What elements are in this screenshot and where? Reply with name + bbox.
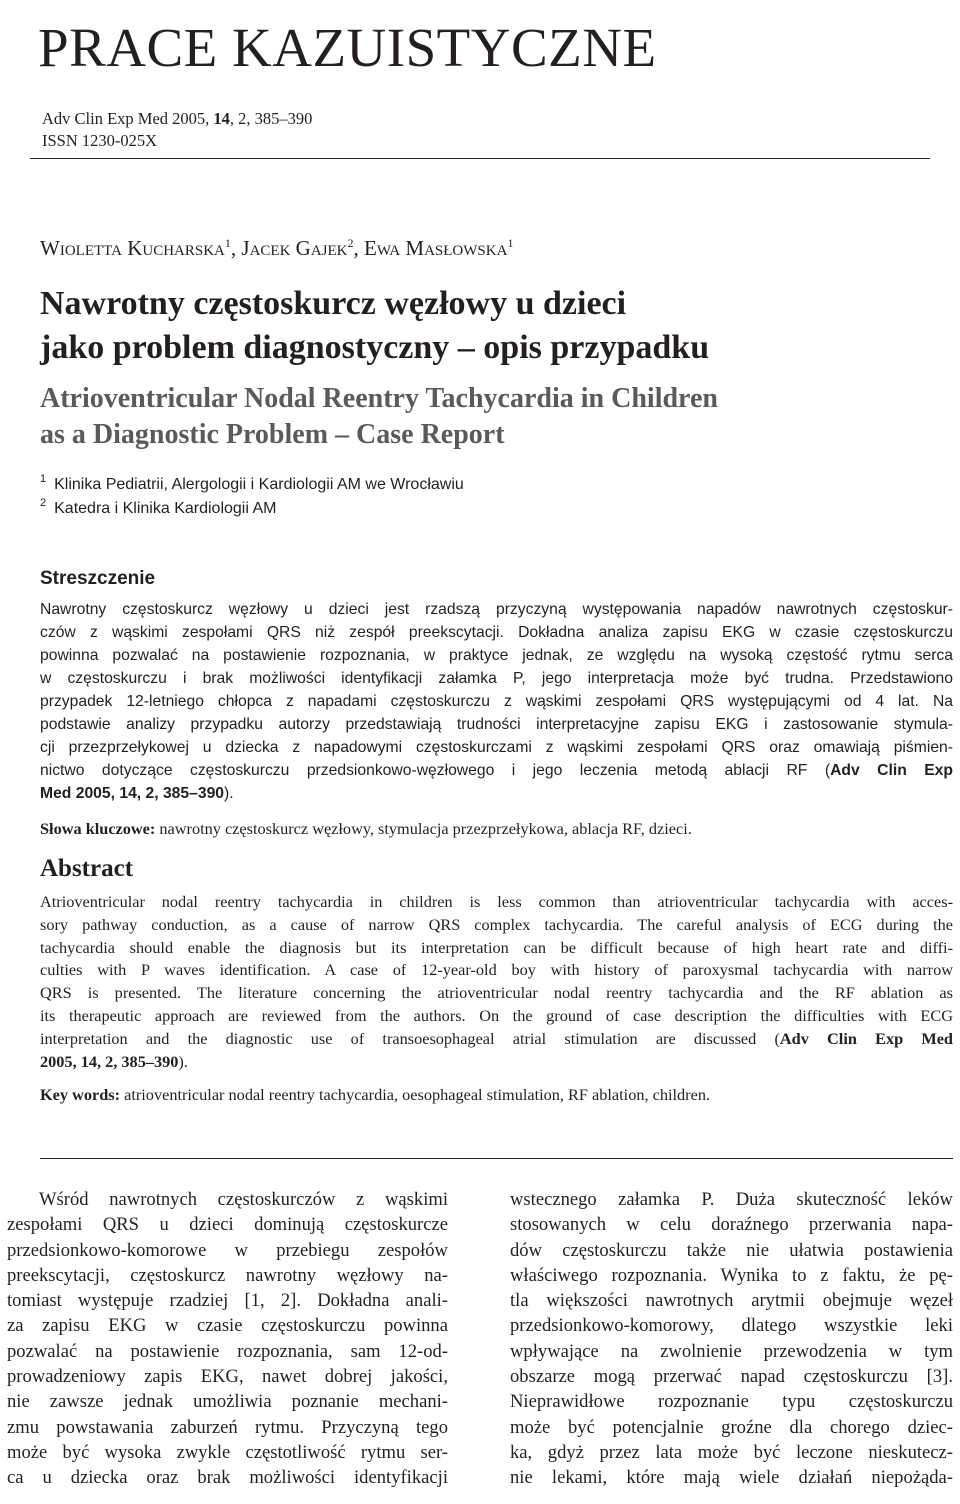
body-line: zmu powstawania zaburzeń rytmu. Przyczyną tego [7, 1416, 448, 1438]
text-line: przypadek 12-letniego chłopca z napadami częstoskurczu z wąskimi zespołami QRS występującymi od 4 lat. Na [40, 693, 953, 710]
header-rule [30, 158, 930, 159]
author: JACEK GAJEK$^2$ [241, 236, 354, 260]
body-line: ca u dziecka oraz brak możliwości identyfikacji [7, 1467, 448, 1489]
authors: WIOLETTA KUCHARSKA$^1$, JACEK GAJEK$^2$, EWA MASŁOWSKA$^1$ [40, 236, 514, 260]
title-english-line: Atrioventricular Nodal Reentry Tachycardia in Children [40, 383, 718, 414]
slowa-kluczowe: Słowa kluczowe: nawrotny częstoskurcz węzłowy, stymulacja przezprzełykowa, ablacja RF, dzieci. [40, 819, 692, 838]
citation-volume: 14 [213, 109, 230, 128]
body-line: przedsionkowo-komorowy, dlatego wszystkie leki [510, 1315, 953, 1337]
body-line: za zapisu EKG w czasie częstoskurczu powinna [7, 1315, 448, 1337]
citation-journal: Adv Clin Exp Med 2005, [42, 109, 210, 128]
text-line: czów z wąskimi zespołami QRS niż zespół preekscytacji. Dokładna analiza zapisu EKG w czasie częstoskurczu [40, 624, 953, 641]
title-polish [40, 282, 709, 370]
journal-citation [42, 108, 312, 130]
body-line: przedsionkowo-komorowe w przebiegu zespołów [7, 1239, 448, 1261]
text-line: tachycardia should enable the diagnosis but its interpretation can be difficult because of high heart rate and diffi- [40, 937, 953, 957]
body-line: nie zawsze jednak umożliwia poznanie mechani- [7, 1391, 448, 1413]
title-polish-line: Nawrotny częstoskurcz węzłowy u dzieci [40, 285, 627, 322]
text-line: sory pathway conduction, as a cause of narrow QRS complex tachycardia. The careful analysis of ECG during the [40, 914, 953, 934]
title-english [40, 381, 718, 453]
body-line: prowadzeniowy zapis EKG, nawet dobrej jakości, [7, 1366, 448, 1388]
text-line: podstawie analizy przypadku autorzy przedstawiają trudności interpretacyjne zapisu EKG i zastosowanie stymula- [40, 716, 953, 733]
streszczenie-text [40, 598, 953, 805]
body-line: stosowanych w celu doraźnego przerwania napa- [510, 1214, 953, 1236]
text-line: interpretation and the diagnostic use of transoesophageal atrial stimulation are discussed (Adv Clin Exp Med [40, 1028, 953, 1048]
author: EWA MASŁOWSKA$^1$ [364, 236, 514, 260]
text-line: its therapeutic approach are reviewed from the authors. On the ground of case description the difficulties with ECG [40, 1005, 953, 1025]
body-line: zespołami QRS u dzieci dominują częstoskurcze [7, 1214, 448, 1236]
text-line: Med 2005, 14, 2, 385–390). [40, 785, 234, 802]
affiliation: $^1$ Klinika Pediatrii, Alergologii i Kardiologii AM we Wrocławiu [40, 473, 464, 493]
body-column-right [510, 1187, 953, 1491]
text-line: nictwo dotyczące częstoskurczu przedsionkowo-węzłowego i jego leczenia metodą ablacji RF (Adv Clin Exp [40, 762, 953, 779]
title-english-line: as a Diagnostic Problem – Case Report [40, 419, 505, 450]
text-line: cji przezprzełykowej u dziecka z napadowymi częstoskurczami z wąskimi zespołami QRS oraz omawiają piśmien- [40, 739, 953, 756]
text-line: QRS is presented. The literature concerning the atrioventricular nodal reentry tachycardia and the RF ablation as [40, 983, 953, 1003]
body-line: Wśród nawrotnych częstoskurczów z wąskimi [39, 1189, 448, 1210]
affiliation: $^2$ Katedra i Klinika Kardiologii AM [40, 497, 277, 517]
section-title: PRACE KAZUISTYCZNE [38, 17, 657, 78]
body-line: wpływające na zwolnienie przewodzenia w tym [510, 1340, 953, 1362]
body-line: może być wysoka zwykle częstotliwość rytmu ser- [7, 1441, 448, 1463]
text-line: 2005, 14, 2, 385–390). [40, 1051, 188, 1071]
abstract-text [40, 891, 953, 1073]
body-column-left [7, 1187, 448, 1491]
body-line: tomiast występuje rzadziej [1, 2]. Dokładna anali- [7, 1290, 448, 1312]
issn: ISSN 1230-025X [42, 131, 158, 150]
streszczenie-heading: Streszczenie [40, 568, 156, 589]
body-line: dów częstoskurczu także nie ułatwia postawienia [510, 1239, 953, 1261]
body-line: obszarze mogą przerwać napad częstoskurczu [3]. [510, 1366, 953, 1388]
text-line: powinna pozwalać na postawienie rozpoznania, w praktyce jednak, ze względu na wysoką częstość rytmu serca [40, 647, 953, 664]
body-line: właściwego rozpoznania. Wynika to z faktu, że pę- [510, 1264, 953, 1286]
author: WIOLETTA KUCHARSKA$^1$ [40, 236, 231, 260]
body-line: nie lekami, które mają wiele działań niepożąda- [510, 1467, 953, 1489]
section-divider [40, 1158, 953, 1159]
body-line: wstecznego załamka P. Duża skuteczność leków [510, 1189, 953, 1210]
body-line: pozwalać na postawienie rozpoznania, sam 12-od- [7, 1340, 448, 1362]
key-words: Key words: atrioventricular nodal reentry tachycardia, oesophageal stimulation, RF ablation, children. [40, 1085, 711, 1104]
abstract-heading: Abstract [40, 855, 134, 882]
title-polish-line: jako problem diagnostyczny – opis przypadku [40, 329, 710, 366]
citation [42, 108, 312, 152]
body-line: preekscytacji, częstoskurcz nawrotny węzłowy na- [7, 1264, 448, 1286]
body-line: może być potencjalnie groźne dla chorego dziec- [510, 1416, 953, 1438]
text-line: culties with P waves identification. A case of 12-year-old boy with history of paroxysmal tachycardia with narrow [40, 960, 953, 980]
body-line: ka, gdyż przez lata może być leczone nieskutecz- [510, 1441, 953, 1463]
text-line: Nawrotny częstoskurcz węzłowy u dzieci jest rzadszą przyczyną występowania napadów nawrotnych częstoskur- [40, 601, 953, 618]
text-line: w częstoskurczu i brak możliwości identyfikacji załamka P, jego interpretacja może być trudna. Przedstawiono [40, 670, 953, 687]
body-line: tla większości nawrotnych arytmii obejmuje węzeł [510, 1290, 953, 1312]
text-line: Atrioventricular nodal reentry tachycardia in children is less common than atrioventricular tachycardia with acces- [40, 892, 953, 911]
body-line: Nieprawidłowe rozpoznanie typu częstoskurczu [510, 1391, 953, 1413]
citation-pages: , 2, 385–390 [229, 109, 313, 128]
